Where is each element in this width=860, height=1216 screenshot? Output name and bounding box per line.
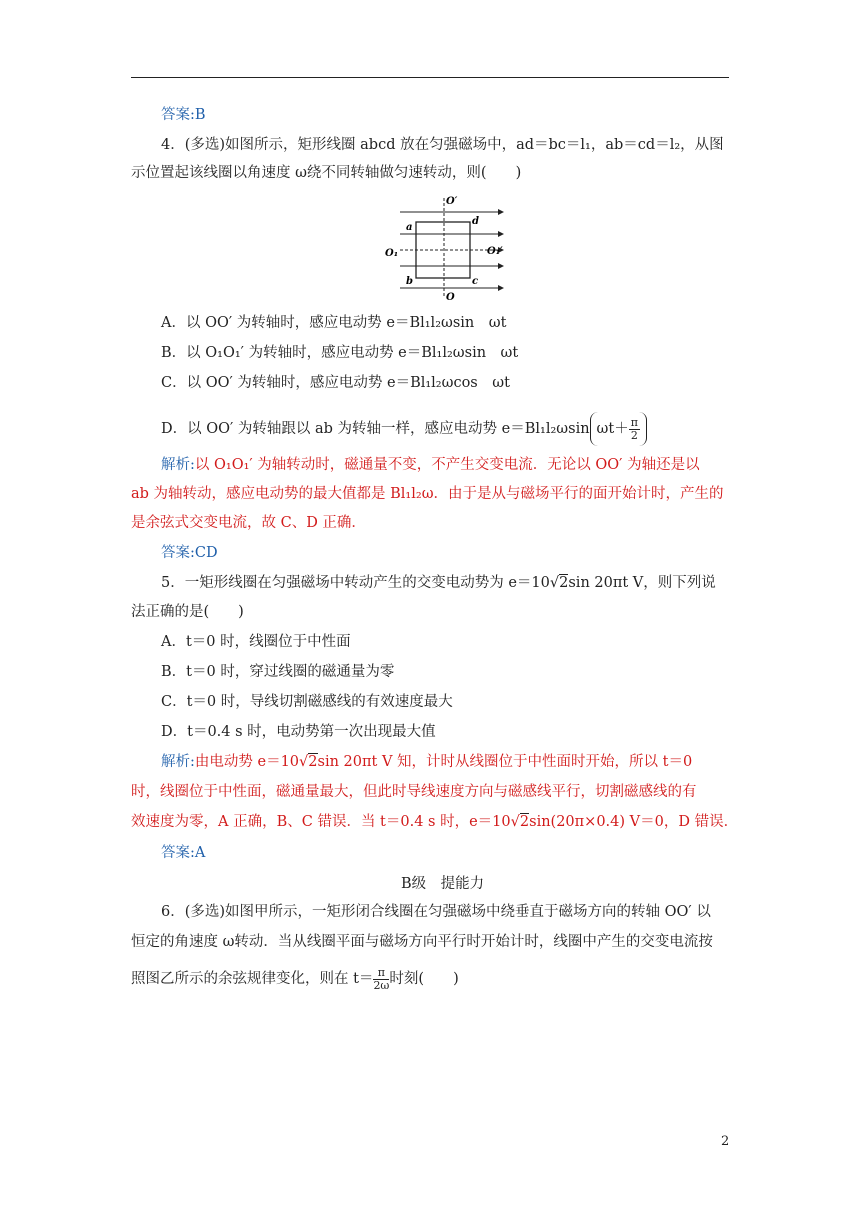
prev-answer: 答案:B: [161, 107, 206, 123]
q6-line2: 恒定的角速度 ω转动．当从线圈平面与磁场方向平行时开始计时，线圈中产生的交变电流按: [131, 934, 713, 950]
label-o1: O₁: [385, 248, 399, 259]
q4-analysis-3: 是余弦式交变电流，故 C、D 正确．: [131, 515, 366, 531]
q4-option-c: C．以 OO′ 为转轴时，感应电动势 e＝Bl₁l₂ωcos ωt: [161, 375, 510, 391]
q5-option-b: B．t＝0 时，穿过线圈的磁通量为零: [161, 664, 395, 680]
label-o1-prime: O₁′: [487, 246, 503, 257]
page-number: 2: [721, 1134, 730, 1149]
q6-line1: 6．(多选)如图甲所示，一矩形闭合线圈在匀强磁场中绕垂直于磁场方向的转轴 OO′ 以: [161, 904, 711, 920]
q4-analysis-2: ab 为轴转动，感应电动势的最大值都是 Bl₁l₂ω．由于是从与磁场平行的面开始计时，产生的: [131, 486, 724, 502]
q5-analysis-1: 解析:由电动势 e＝10√2sin 20πt V 知，计时从线圈位于中性面时开始，所以 t＝0: [161, 754, 693, 770]
fraction-pi-over-2omega: $\frac{\pi}{2\omega}$: [373, 965, 390, 992]
q5-analysis-2: 时，线圈位于中性面，磁通量最大，但此时导线速度方向与磁感线平行，切割磁感线的有: [131, 784, 697, 800]
q6-line3: 照图乙所示的余弦规律变化，则在 t＝ $\frac{\pi}{2\omega}$ 时刻( ): [131, 965, 459, 992]
fraction-pi-over-2: $\frac{\pi}{2}$: [630, 415, 638, 442]
coil-field-figure: [384, 192, 508, 302]
q4-line1: 4．(多选)如图所示，矩形线圈 abcd 放在匀强磁场中，ad＝bc＝l₁，ab＝cd＝l₂，从图: [161, 137, 724, 153]
label-c: c: [472, 276, 479, 287]
q4-option-d: D．以 OO′ 为转轴跟以 ab 为转轴一样，感应电动势 e＝Bl₁l₂ωsin ωt＋ $\frac{\pi}{2}$: [161, 412, 647, 446]
q4-answer: 答案:CD: [161, 545, 218, 561]
label-b: b: [406, 276, 413, 287]
q4-option-a: A．以 OO′ 为转轴时，感应电动势 e＝Bl₁l₂ωsin ωt: [161, 315, 507, 331]
label-o-prime: O′: [446, 196, 458, 207]
q4-line2: 示位置起该线圈以角速度 ω绕不同转轴做匀速转动，则( ): [131, 165, 522, 181]
q5-answer: 答案:A: [161, 845, 206, 861]
section-title: B级 提能力: [401, 876, 485, 892]
q5-line2: 法正确的是( ): [131, 604, 244, 620]
q4-option-b: B．以 O₁O₁′ 为转轴时，感应电动势 e＝Bl₁l₂ωsin ωt: [161, 345, 519, 361]
label-o: O: [446, 292, 455, 302]
q5-option-d: D．t＝0.4 s 时，电动势第一次出现最大值: [161, 724, 436, 740]
label-d: d: [472, 216, 479, 227]
header-rule: [131, 77, 729, 78]
q4-coil-diagram: [384, 192, 508, 302]
q5-option-a: A．t＝0 时，线圈位于中性面: [161, 634, 351, 650]
paren-group: ωt＋ $\frac{\pi}{2}$: [590, 412, 647, 446]
q5-analysis-3: 效速度为零，A 正确，B、C 错误．当 t＝0.4 s 时，e＝10√2sin(20π×0.4) V＝0，D 错误．: [131, 814, 739, 830]
q4-analysis-1: 解析:以 O₁O₁′ 为轴转动时，磁通量不变，不产生交变电流．无论以 OO′ 为轴还是以: [161, 457, 700, 473]
q5-line1: 5．一矩形线圈在匀强磁场中转动产生的交变电动势为 e＝10√2sin 20πt V，则下列说: [161, 575, 716, 591]
q5-option-c: C．t＝0 时，导线切割磁感线的有效速度最大: [161, 694, 453, 710]
label-a: a: [406, 222, 413, 233]
